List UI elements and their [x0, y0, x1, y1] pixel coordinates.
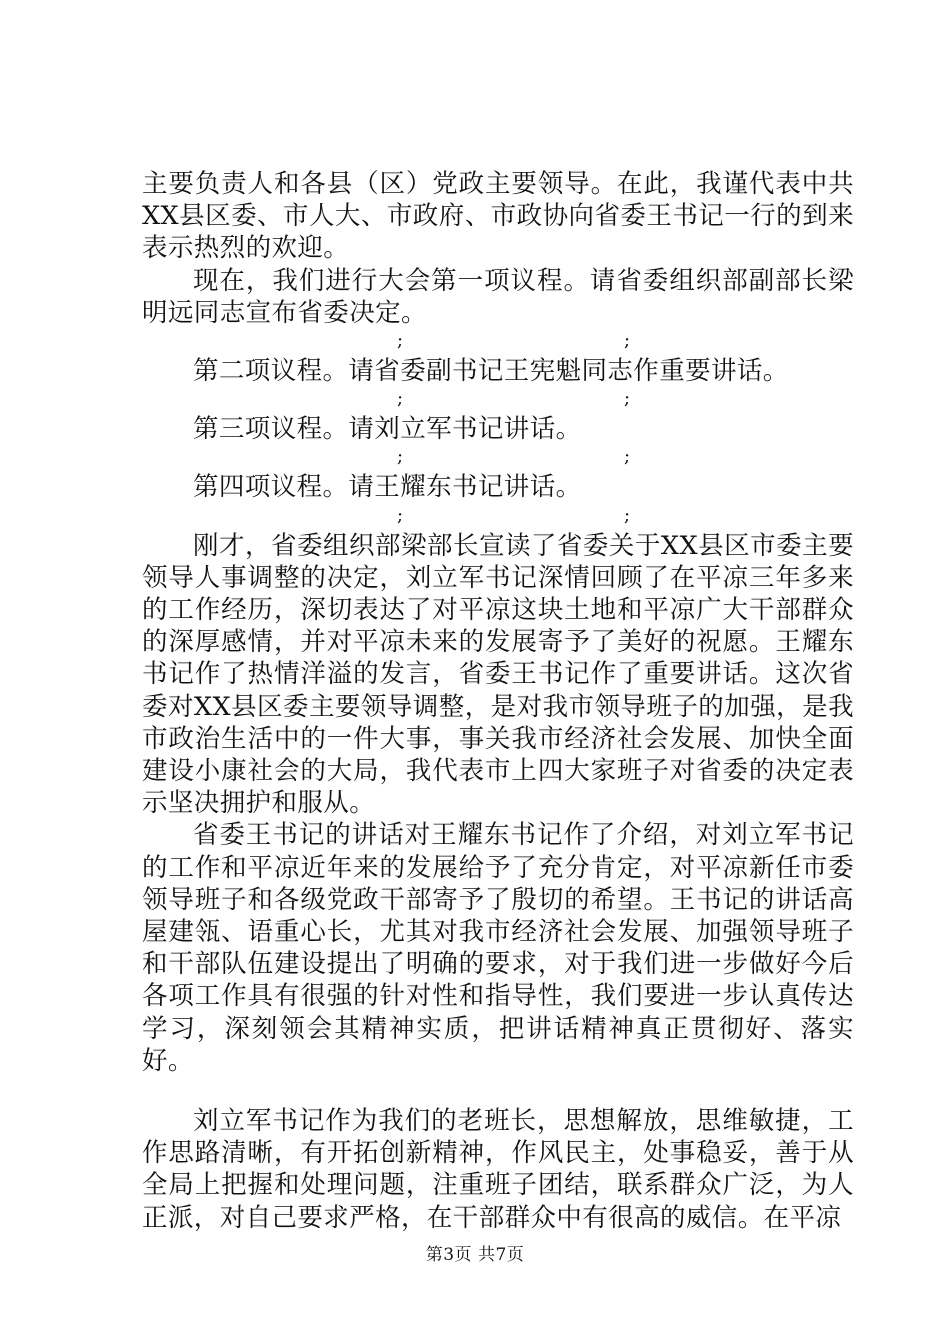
separator-row — [142, 387, 854, 413]
paragraph-agenda-one: 现在，我们进行大会第一项议程。请省委组织部副部长梁明远同志宣布省委决定。 — [142, 265, 854, 328]
agenda-item-two: 第二项议程。请省委副书记王宪魁同志作重要讲话。 — [193, 356, 789, 387]
semicolon-mark: ; — [624, 388, 631, 410]
paragraph-speech-review: 省委王书记的讲话对王耀东书记作了介绍，对刘立军书记的工作和平凉近年来的发展给予了充分肯定，对平凉新任市委领导班子和各级党政干部寄予了殷切的希望。王书记的讲话高屋建瓴、语重心长，尤其对我市经济社会发展、加强领导班子和干部队伍建设提出了明确的要求，对于我们进一步做好今后各项工作具有很强的针对性和指导性，我们要进一步认真传达学习，深刻领会其精神实质，把讲话精神真正贯彻好、落实好。 — [142, 820, 854, 1076]
semicolon-mark: ; — [397, 330, 404, 352]
semicolon-mark: ; — [624, 504, 631, 526]
separator-row — [142, 445, 854, 471]
paragraph-welcome: 主要负责人和各县（区）党政主要领导。在此，我谨代表中共XX县区委、市人大、市政府、市政协向省委王书记一行的到来表示热烈的欢迎。 — [142, 169, 854, 264]
paragraph-summary: 刚才，省委组织部梁部长宣读了省委关于XX县区市委主要领导人事调整的决定，刘立军书记深情回顾了在平凉三年多来的工作经历，深切表达了对平凉这块土地和平凉广大干部群众的深厚感情，并对平凉未来的发展寄予了美好的祝愿。王耀东书记作了热情洋溢的发言，省委王书记作了重要讲话。这次省委对XX县区委主要领导调整，是对我市领导班子的加强，是我市政治生活中的一件大事，事关我市经济社会发展、加快全面建设小康社会的大局，我代表市上四大家班子对省委的决定表示坚决拥护和服从。 — [142, 530, 854, 819]
semicolon-mark: ; — [397, 446, 404, 468]
document-body — [142, 168, 854, 1234]
semicolon-mark: ; — [397, 388, 404, 410]
semicolon-mark: ; — [397, 504, 404, 526]
semicolon-mark: ; — [624, 330, 631, 352]
page-number-footer: 第3页 共7页 — [425, 1245, 525, 1265]
agenda-item-four: 第四项议程。请王耀东书记讲话。 — [193, 472, 582, 503]
paragraph-gap — [142, 1077, 854, 1105]
separator-row — [142, 504, 854, 530]
semicolon-mark: ; — [624, 446, 631, 468]
separator-row — [142, 329, 854, 355]
paragraph-tribute: 刘立军书记作为我们的老班长，思想解放，思维敏捷，工作思路清晰，有开拓创新精神，作风民主，处事稳妥，善于从全局上把握和处理问题，注重班子团结，联系群众广泛，为人正派，对自己要求严格，在干部群众中有很高的威信。在平凉 — [142, 1106, 854, 1233]
agenda-item-three: 第三项议程。请刘立军书记讲话。 — [193, 414, 582, 445]
